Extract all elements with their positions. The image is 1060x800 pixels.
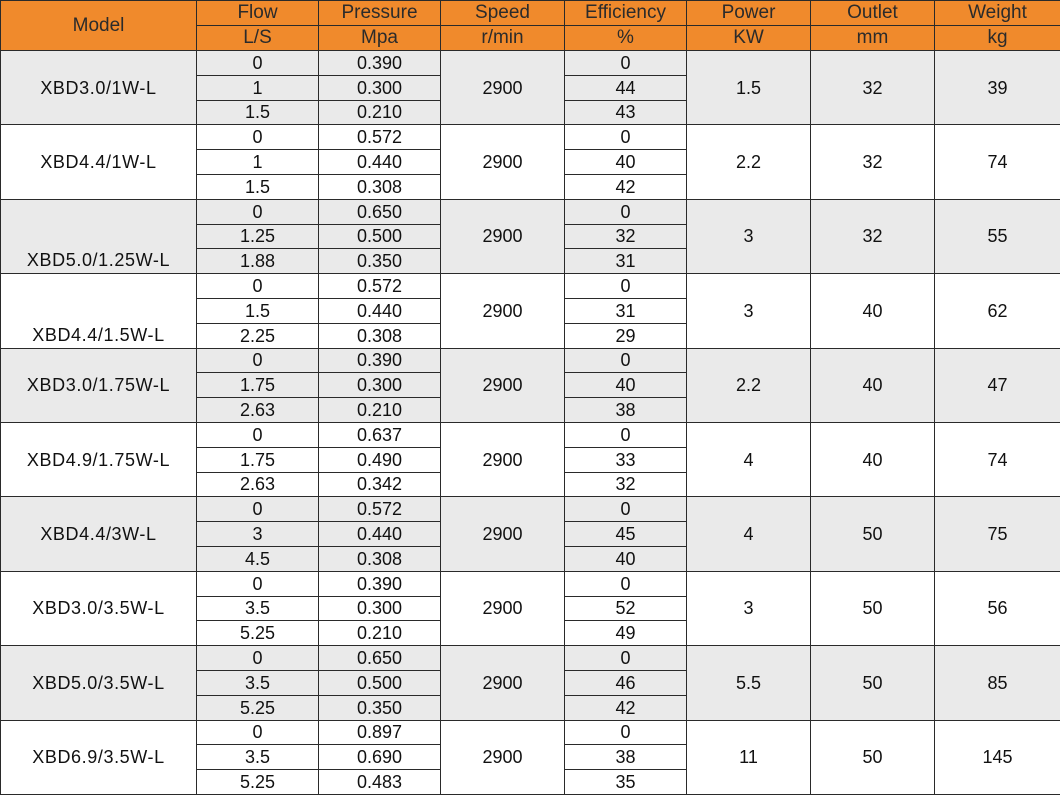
power-cell: 11 (687, 720, 811, 794)
pressure-cell: 0.490 (319, 447, 441, 472)
efficiency-cell: 40 (565, 373, 687, 398)
outlet-cell: 32 (811, 125, 935, 199)
header-speed: Speed (441, 1, 565, 26)
flow-cell: 0 (197, 497, 319, 522)
table-row (1, 199, 1060, 224)
efficiency-cell: 0 (565, 274, 687, 299)
flow-cell: 0 (197, 571, 319, 596)
pressure-cell: 0.690 (319, 745, 441, 770)
speed-cell: 2900 (441, 274, 565, 348)
pressure-cell: 0.342 (319, 472, 441, 497)
outlet-cell: 50 (811, 497, 935, 571)
pressure-cell: 0.897 (319, 720, 441, 745)
flow-cell: 1.75 (197, 447, 319, 472)
pressure-cell: 0.500 (319, 224, 441, 249)
efficiency-cell: 42 (565, 695, 687, 720)
pressure-cell: 0.210 (319, 621, 441, 646)
model-cell: XBD6.9/3.5W-L (1, 720, 197, 794)
power-cell: 2.2 (687, 125, 811, 199)
efficiency-cell: 0 (565, 497, 687, 522)
weight-cell: 74 (935, 125, 1060, 199)
outlet-cell: 40 (811, 348, 935, 422)
flow-cell: 3.5 (197, 670, 319, 695)
model-cell: XBD4.4/1.5W-L (1, 274, 197, 348)
model-cell: XBD5.0/3.5W-L (1, 646, 197, 720)
model-cell: XBD4.9/1.75W-L (1, 422, 197, 496)
pressure-cell: 0.440 (319, 298, 441, 323)
efficiency-cell: 32 (565, 472, 687, 497)
model-cell: XBD3.0/3.5W-L (1, 571, 197, 645)
pressure-cell: 0.650 (319, 199, 441, 224)
efficiency-cell: 0 (565, 51, 687, 76)
efficiency-cell: 31 (565, 249, 687, 274)
pressure-cell: 0.572 (319, 125, 441, 150)
pressure-cell: 0.390 (319, 571, 441, 596)
pressure-cell: 0.300 (319, 75, 441, 100)
pressure-cell: 0.350 (319, 695, 441, 720)
model-cell: XBD5.0/1.25W-L (1, 199, 197, 273)
unit-outlet: mm (811, 26, 935, 51)
flow-cell: 4.5 (197, 546, 319, 571)
speed-cell: 2900 (441, 199, 565, 273)
efficiency-cell: 38 (565, 398, 687, 423)
pressure-cell: 0.390 (319, 51, 441, 76)
efficiency-cell: 49 (565, 621, 687, 646)
flow-cell: 0 (197, 199, 319, 224)
efficiency-cell: 44 (565, 75, 687, 100)
efficiency-cell: 45 (565, 522, 687, 547)
outlet-cell: 50 (811, 571, 935, 645)
pressure-cell: 0.350 (319, 249, 441, 274)
flow-cell: 3.5 (197, 745, 319, 770)
flow-cell: 1.25 (197, 224, 319, 249)
model-cell: XBD4.4/1W-L (1, 125, 197, 199)
speed-cell: 2900 (441, 497, 565, 571)
flow-cell: 1 (197, 75, 319, 100)
weight-cell: 145 (935, 720, 1060, 794)
flow-cell: 3.5 (197, 596, 319, 621)
pressure-cell: 0.390 (319, 348, 441, 373)
flow-cell: 2.63 (197, 472, 319, 497)
table-header (1, 1, 1060, 51)
unit-weight: kg (935, 26, 1060, 51)
table-row (1, 497, 1060, 522)
speed-cell: 2900 (441, 646, 565, 720)
efficiency-cell: 52 (565, 596, 687, 621)
weight-cell: 85 (935, 646, 1060, 720)
flow-cell: 0 (197, 422, 319, 447)
unit-flow: L/S (197, 26, 319, 51)
flow-cell: 1.5 (197, 174, 319, 199)
power-cell: 5.5 (687, 646, 811, 720)
weight-cell: 62 (935, 274, 1060, 348)
flow-cell: 0 (197, 274, 319, 299)
flow-cell: 1 (197, 150, 319, 175)
model-cell: XBD3.0/1W-L (1, 51, 197, 125)
pressure-cell: 0.572 (319, 274, 441, 299)
weight-cell: 74 (935, 422, 1060, 496)
efficiency-cell: 0 (565, 422, 687, 447)
efficiency-cell: 0 (565, 571, 687, 596)
header-pressure: Pressure (319, 1, 441, 26)
unit-efficiency: % (565, 26, 687, 51)
header-outlet: Outlet (811, 1, 935, 26)
header-efficiency: Efficiency (565, 1, 687, 26)
table-body (1, 51, 1060, 795)
speed-cell: 2900 (441, 571, 565, 645)
efficiency-cell: 0 (565, 720, 687, 745)
pressure-cell: 0.300 (319, 596, 441, 621)
pressure-cell: 0.650 (319, 646, 441, 671)
header-weight: Weight (935, 1, 1060, 26)
unit-speed: r/min (441, 26, 565, 51)
speed-cell: 2900 (441, 348, 565, 422)
efficiency-cell: 42 (565, 174, 687, 199)
flow-cell: 0 (197, 720, 319, 745)
pressure-cell: 0.308 (319, 323, 441, 348)
efficiency-cell: 40 (565, 150, 687, 175)
pressure-cell: 0.483 (319, 770, 441, 795)
pressure-cell: 0.440 (319, 522, 441, 547)
model-cell: XBD3.0/1.75W-L (1, 348, 197, 422)
pressure-cell: 0.440 (319, 150, 441, 175)
pressure-cell: 0.572 (319, 497, 441, 522)
speed-cell: 2900 (441, 51, 565, 125)
efficiency-cell: 0 (565, 348, 687, 373)
table-row (1, 125, 1060, 150)
efficiency-cell: 43 (565, 100, 687, 125)
table-row (1, 422, 1060, 447)
table-row (1, 720, 1060, 745)
efficiency-cell: 38 (565, 745, 687, 770)
outlet-cell: 40 (811, 422, 935, 496)
outlet-cell: 50 (811, 720, 935, 794)
flow-cell: 2.63 (197, 398, 319, 423)
weight-cell: 56 (935, 571, 1060, 645)
power-cell: 1.5 (687, 51, 811, 125)
pressure-cell: 0.637 (319, 422, 441, 447)
unit-pressure: Mpa (319, 26, 441, 51)
flow-cell: 5.25 (197, 695, 319, 720)
efficiency-cell: 35 (565, 770, 687, 795)
speed-cell: 2900 (441, 422, 565, 496)
flow-cell: 0 (197, 51, 319, 76)
flow-cell: 0 (197, 125, 319, 150)
power-cell: 4 (687, 497, 811, 571)
outlet-cell: 50 (811, 646, 935, 720)
power-cell: 3 (687, 199, 811, 273)
header-row-names (1, 1, 1060, 26)
table-row (1, 571, 1060, 596)
pressure-cell: 0.308 (319, 174, 441, 199)
header-flow: Flow (197, 1, 319, 26)
unit-power: KW (687, 26, 811, 51)
speed-cell: 2900 (441, 125, 565, 199)
pressure-cell: 0.210 (319, 398, 441, 423)
flow-cell: 0 (197, 646, 319, 671)
model-cell: XBD4.4/3W-L (1, 497, 197, 571)
efficiency-cell: 31 (565, 298, 687, 323)
flow-cell: 1.88 (197, 249, 319, 274)
weight-cell: 55 (935, 199, 1060, 273)
outlet-cell: 40 (811, 274, 935, 348)
pressure-cell: 0.210 (319, 100, 441, 125)
flow-cell: 1.5 (197, 298, 319, 323)
flow-cell: 5.25 (197, 621, 319, 646)
efficiency-cell: 0 (565, 125, 687, 150)
table-row (1, 51, 1060, 76)
power-cell: 3 (687, 571, 811, 645)
header-power: Power (687, 1, 811, 26)
weight-cell: 47 (935, 348, 1060, 422)
table-row (1, 274, 1060, 299)
flow-cell: 2.25 (197, 323, 319, 348)
power-cell: 2.2 (687, 348, 811, 422)
efficiency-cell: 33 (565, 447, 687, 472)
efficiency-cell: 0 (565, 646, 687, 671)
efficiency-cell: 32 (565, 224, 687, 249)
outlet-cell: 32 (811, 51, 935, 125)
efficiency-cell: 0 (565, 199, 687, 224)
flow-cell: 0 (197, 348, 319, 373)
weight-cell: 39 (935, 51, 1060, 125)
pressure-cell: 0.500 (319, 670, 441, 695)
efficiency-cell: 29 (565, 323, 687, 348)
flow-cell: 3 (197, 522, 319, 547)
flow-cell: 1.5 (197, 100, 319, 125)
power-cell: 3 (687, 274, 811, 348)
power-cell: 4 (687, 422, 811, 496)
header-model: Model (1, 1, 197, 51)
table-row (1, 348, 1060, 373)
weight-cell: 75 (935, 497, 1060, 571)
flow-cell: 1.75 (197, 373, 319, 398)
efficiency-cell: 40 (565, 546, 687, 571)
table-row (1, 646, 1060, 671)
speed-cell: 2900 (441, 720, 565, 794)
efficiency-cell: 46 (565, 670, 687, 695)
pressure-cell: 0.300 (319, 373, 441, 398)
pressure-cell: 0.308 (319, 546, 441, 571)
outlet-cell: 32 (811, 199, 935, 273)
flow-cell: 5.25 (197, 770, 319, 795)
